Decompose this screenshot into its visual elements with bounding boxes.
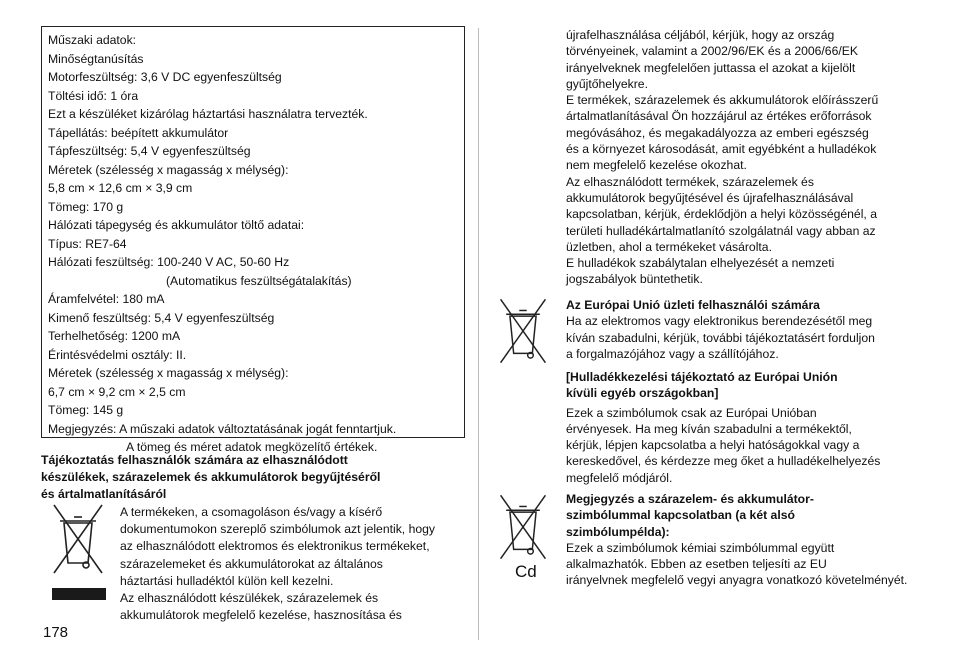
disposal-info-continued [566, 27, 926, 288]
outside-eu-section [566, 369, 926, 486]
text-line: nem megfelelő kezelése okozhat. [566, 158, 747, 173]
battery-note-section [566, 491, 926, 589]
text-line: E termékek, szárazelemek és akkumulátorok előírásszerű [566, 93, 879, 108]
text-line: és a környezet károsodását, amit egyébként a hulladékok [566, 142, 877, 157]
text-line: kíván szabadulni, kérjük, további tájékoztatásért forduljon [566, 330, 875, 345]
text-line: jogszabályok büntethetik. [566, 272, 703, 287]
spec-line: Áramfelvétel: 180 mA [48, 292, 165, 306]
section-heading: Az Európai Unió üzleti felhasználói számára [566, 298, 820, 312]
text-line: Ha az elektromos vagy elektronikus berendezésétől meg [566, 314, 873, 329]
section-heading: Megjegyzés a szárazelem- és akkumulátor- [566, 492, 814, 506]
spec-line: Tápfeszültség: 5,4 V egyenfeszültség [48, 144, 251, 158]
solid-bar-mark [52, 588, 106, 600]
spec-line: Érintésvédelmi osztály: II. [48, 347, 187, 362]
text-line: irányelveknek megfelelően juttassa el azokat a kijelölt [566, 60, 856, 75]
spec-line: Tápellátás: beépített akkumulátor [48, 125, 229, 140]
text-line: érvényesek. Ha meg kíván szabadulni a termékektől, [566, 421, 852, 436]
text-line: ártalmatlanításával Ön hozzájárul az értékes erőforrások [566, 109, 872, 124]
text-line: szárazelemeket és akkumulátorokat az általános [120, 556, 383, 571]
text-line: irányelvnek megfelelő vegyi anyagra vonatkozó követelményét. [566, 573, 908, 588]
page-number: 178 [43, 624, 69, 641]
text-line: területi hulladékártalmatlanító szolgálatnál vagy abban az [566, 223, 876, 238]
disposal-info-body [120, 504, 470, 624]
text-line: dokumentumokon szereplő szimbólumok azt jelentik, hogy [120, 522, 436, 537]
section-heading: [Hulladékkezelési tájékoztató az Európai Unión [566, 370, 838, 384]
spec-line: Töltési idő: 1 óra [48, 88, 139, 103]
text-line: háztartási hulladéktól külön kell kezelni. [120, 573, 334, 588]
spec-line: Ezt a készüléket kizárólag háztartási használatra tervezték. [48, 107, 368, 121]
text-line: az elhasználódott elektromos és elektronikus termékeket, [120, 539, 430, 554]
text-line: megóvásához, és megakadályozza az emberi egészség [566, 125, 869, 140]
section-heading: szimbólumpélda): [566, 524, 670, 539]
text-line: újrafelhasználása céljából, kérjük, hogy az ország [566, 28, 835, 42]
spec-line: Típus: RE7-64 [48, 236, 127, 251]
text-line: akkumulátorok megfelelő kezelése, hasznosítása és [120, 608, 402, 623]
spec-line: Méretek (szélesség x magasság x mélység): [48, 162, 289, 177]
text-line: kereskedővel, és kérdezze meg őket a hulladékelhelyezés [566, 454, 881, 469]
spec-line: Hálózati tápegység és akkumulátor töltő adatai: [48, 218, 305, 232]
text-line: Ezek a szimbólumok kémiai szimbólummal együtt [566, 540, 835, 555]
text-line: kapcsolatban, kérjük, érdeklődjön a helyi közösségénél, a [566, 207, 877, 222]
text-line: megfelelő módjáról. [566, 470, 673, 485]
text-line: üzletben, ahol a termékeket vásárolta. [566, 239, 772, 254]
text-line: E hulladékok szabálytalan elhelyezését a nemzeti [566, 256, 835, 271]
spec-line: Méretek (szélesség x magasság x mélység): [48, 366, 289, 380]
text-line: törvényeinek, valamint a 2002/96/EK és a 2006/66/EK [566, 44, 859, 59]
crossed-bin-icon [495, 492, 551, 562]
spec-line: Hálózati feszültség: 100-240 V AC, 50-60 Hz [48, 255, 290, 269]
spec-line: Tömeg: 170 g [48, 199, 124, 214]
text-line: A termékeken, a csomagoláson és/vagy a kísérő [120, 505, 383, 519]
text-line: kérjük, lépjen kapcsolatba a helyi hatóságokkal vagy a [566, 438, 860, 453]
heading-line: Tájékoztatás felhasználók számára az elhasználódott [41, 453, 348, 467]
spec-line: Terhelhetőség: 1200 mA [48, 329, 181, 343]
text-line: a forgalmazójához vagy a szállítójához. [566, 346, 779, 361]
text-line: Az elhasználódott készülékek, szárazelemek és [120, 591, 379, 606]
spec-line: Motorfeszültség: 3,6 V DC egyenfeszültség [48, 70, 282, 84]
crossed-bin-icon [495, 296, 551, 366]
disposal-info-heading [41, 452, 471, 503]
text-line: alkalmazhatók. Ebben az esetben teljesíti az EU [566, 557, 827, 572]
text-line: gyűjtőhelyekre. [566, 76, 648, 91]
text-line: akkumulátorok begyűjtésével és újrafelhasználásával [566, 190, 854, 205]
section-heading: kívüli egyéb országokban] [566, 386, 719, 401]
spec-line: Műszaki adatok: [48, 33, 137, 47]
spec-line: A tömeg és méret adatok megközelítő értékek. [126, 440, 378, 454]
spec-line: Tömeg: 145 g [48, 403, 124, 417]
spec-line: Kimenő feszültség: 5,4 V egyenfeszültség [48, 310, 275, 325]
technical-specs-box [41, 26, 465, 454]
eu-business-section [566, 297, 926, 362]
spec-line: 5,8 cm × 12,6 cm × 3,9 cm [48, 181, 193, 195]
column-divider [478, 28, 479, 640]
spec-line: Minőségtanúsítás [48, 51, 144, 66]
crossed-bin-icon [48, 503, 108, 575]
text-line: Az elhasználódott termékek, szárazelemek és [566, 174, 814, 189]
text-line: Ezek a szimbólumok csak az Európai Unióban [566, 405, 817, 420]
heading-line: és ártalmatlanításáról [41, 487, 167, 501]
heading-line: készülékek, szárazelemek és akkumulátorok begyűjtéséről [41, 470, 381, 484]
spec-line: Megjegyzés: A műszaki adatok változtatásának jogát fenntartjuk. [48, 421, 397, 436]
spec-line: (Automatikus feszültségátalakítás) [166, 273, 352, 288]
cadmium-symbol: Cd [515, 562, 537, 581]
spec-line: 6,7 cm × 9,2 cm × 2,5 cm [48, 384, 186, 399]
section-heading: szimbólummal kapcsolatban (a két alsó [566, 508, 795, 523]
